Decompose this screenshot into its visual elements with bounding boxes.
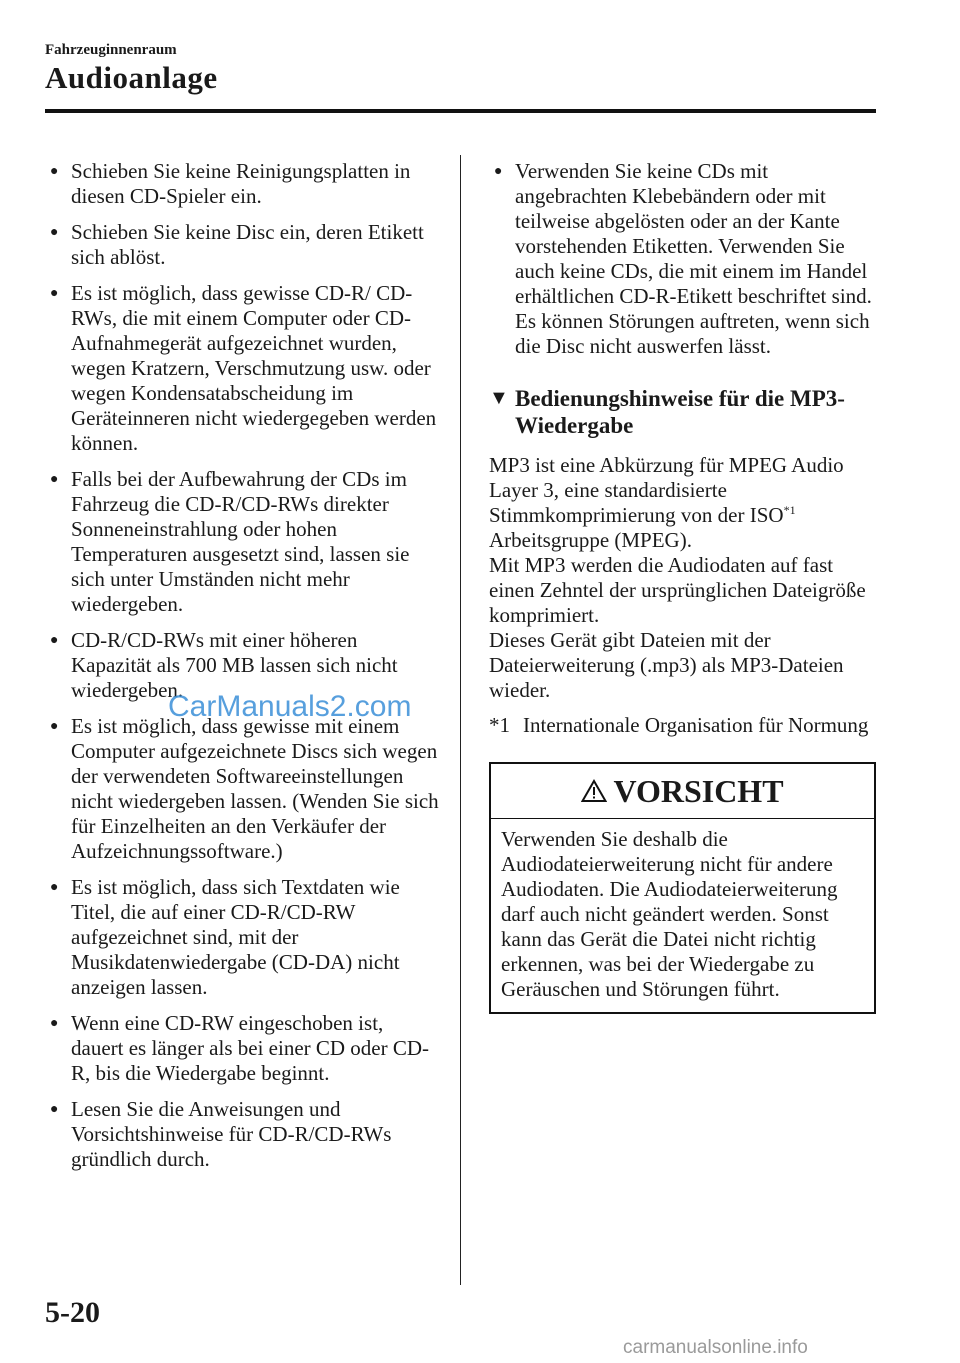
warning-triangle-icon <box>581 779 607 803</box>
list-item-text: CD-R/CD-RWs mit einer höheren Kapazität als 700 MB lassen sich nicht wiedergeben. <box>71 628 398 702</box>
mp3-section-heading <box>489 385 876 439</box>
list-item <box>45 1011 440 1086</box>
footnote-mark: *1 <box>489 713 510 737</box>
footer-url: carmanualsonline.info <box>623 1337 808 1358</box>
list-item <box>45 159 440 209</box>
down-triangle-icon: ▼ <box>489 387 509 409</box>
mp3-para1-text: MP3 ist eine Abkürzung für MPEG Audio Layer 3, eine standardisierte Stimmkomprimierung von der ISO <box>489 453 844 527</box>
list-item-text: Lesen Sie die Anweisungen und Vorsichtshinweise für CD-R/CD-RWs gründlich durch. <box>71 1097 392 1171</box>
column-divider <box>460 155 461 1285</box>
list-item-text: Schieben Sie keine Disc ein, deren Etikett sich ablöst. <box>71 220 424 269</box>
bullet-icon: ● <box>50 164 59 179</box>
list-item <box>45 714 440 864</box>
page-number: 5-20 <box>45 1296 100 1329</box>
footnote <box>489 713 876 738</box>
caution-text: Verwenden Sie deshalb die Audiodateierweiterung nicht für andere Audiodaten. Die Audiodateierweiterung darf auch nicht geändert werden. Sonst kann das Gerät die Datei nicht richtig erkennen, was bei der Wiedergabe zu Geräuschen und Störungen führt. <box>501 827 838 1001</box>
list-item-text: Es ist möglich, dass gewisse mit einem Computer aufgezeichnete Discs sich wegen der verwendeten Softwareeinstellungen nicht wiedergeben lassen. (Wenden Sie sich für Einzelheiten an den Verkäufer der Aufzeichnungssoftware.) <box>71 714 439 863</box>
mp3-paragraph-3: Dieses Gerät gibt Dateien mit der Dateierweiterung (.mp3) als MP3-Dateien wieder. <box>489 628 844 702</box>
mp3-paragraph-1 <box>489 453 876 553</box>
list-item-text: Falls bei der Aufbewahrung der CDs im Fahrzeug die CD-R/CD-RWs direkter Sonneneinstrahlung oder hohen Temperaturen ausgesetzt sind, lassen sie sich unter Umständen nicht mehr wiedergeben. <box>71 467 410 616</box>
list-item <box>45 220 440 270</box>
list-item-text: Es ist möglich, dass sich Textdaten wie Titel, die auf einer CD-R/CD-RW aufgezeichnet sind, mit der Musikdatenwiedergabe (CD-DA) nicht anzeigen lassen. <box>71 875 400 999</box>
mp3-heading-text: Bedienungshinweise für die MP3-Wiedergabe <box>515 386 845 438</box>
watermark: CarManuals2.com <box>168 690 412 723</box>
right-column <box>489 159 876 1014</box>
bullet-icon: ● <box>50 225 59 240</box>
mp3-para1-text-end: Arbeitsgruppe (MPEG). <box>489 528 692 552</box>
page-title: Audioanlage <box>45 60 218 95</box>
bullet-icon: ● <box>494 164 503 179</box>
mp3-description <box>489 453 876 703</box>
caution-title: VORSICHT <box>613 772 784 809</box>
bullet-icon: ● <box>50 1016 59 1031</box>
footnote-text: Internationale Organisation für Normung <box>523 713 869 737</box>
bullet-icon: ● <box>50 633 59 648</box>
bullet-icon: ● <box>50 286 59 301</box>
list-item-text: Es ist möglich, dass gewisse CD-R/ CD-RWs, die mit einem Computer oder CD-Aufnahmegerät aufgezeichnet wurden, wegen Kratzern, Verschmutzung usw. oder wegen Kondensatabscheidung im Geräteinneren nicht wiedergegeben werden können. <box>71 281 437 455</box>
list-item <box>489 159 876 359</box>
header-rule <box>45 109 876 113</box>
bullet-icon: ● <box>50 472 59 487</box>
caution-box <box>489 762 876 1014</box>
list-item <box>45 467 440 617</box>
bullet-icon: ● <box>50 1102 59 1117</box>
list-item <box>45 281 440 456</box>
list-item <box>45 1097 440 1172</box>
mp3-paragraph-2: Mit MP3 werden die Audiodaten auf fast einen Zehntel der ursprünglichen Dateigröße komprimiert. <box>489 553 866 627</box>
section-label: Fahrzeuginnenraum <box>45 42 177 58</box>
left-bullet-list <box>45 159 440 1172</box>
bullet-icon: ● <box>50 880 59 895</box>
list-item <box>45 875 440 1000</box>
list-item-text: Wenn eine CD-RW eingeschoben ist, dauert es länger als bei einer CD oder CD-R, bis die Wiedergabe beginnt. <box>71 1011 430 1085</box>
list-item-text: Schieben Sie keine Reinigungsplatten in diesen CD-Spieler ein. <box>71 159 411 208</box>
left-column <box>45 159 440 1183</box>
caution-header <box>491 764 874 819</box>
bullet-icon: ● <box>50 719 59 734</box>
list-item-text: Verwenden Sie keine CDs mit angebrachten Klebebändern oder mit teilweise abgelösten oder an der Kante vorstehenden Etiketten. Verwenden Sie auch keine CDs, die mit einem im Handel erhältlichen CD-R-Etikett beschriftet sind. Es können Störungen auftreten, wenn sich die Disc nicht auswerfen lässt. <box>515 159 872 358</box>
footnote-ref: *1 <box>783 503 796 517</box>
right-bullet-list <box>489 159 876 359</box>
